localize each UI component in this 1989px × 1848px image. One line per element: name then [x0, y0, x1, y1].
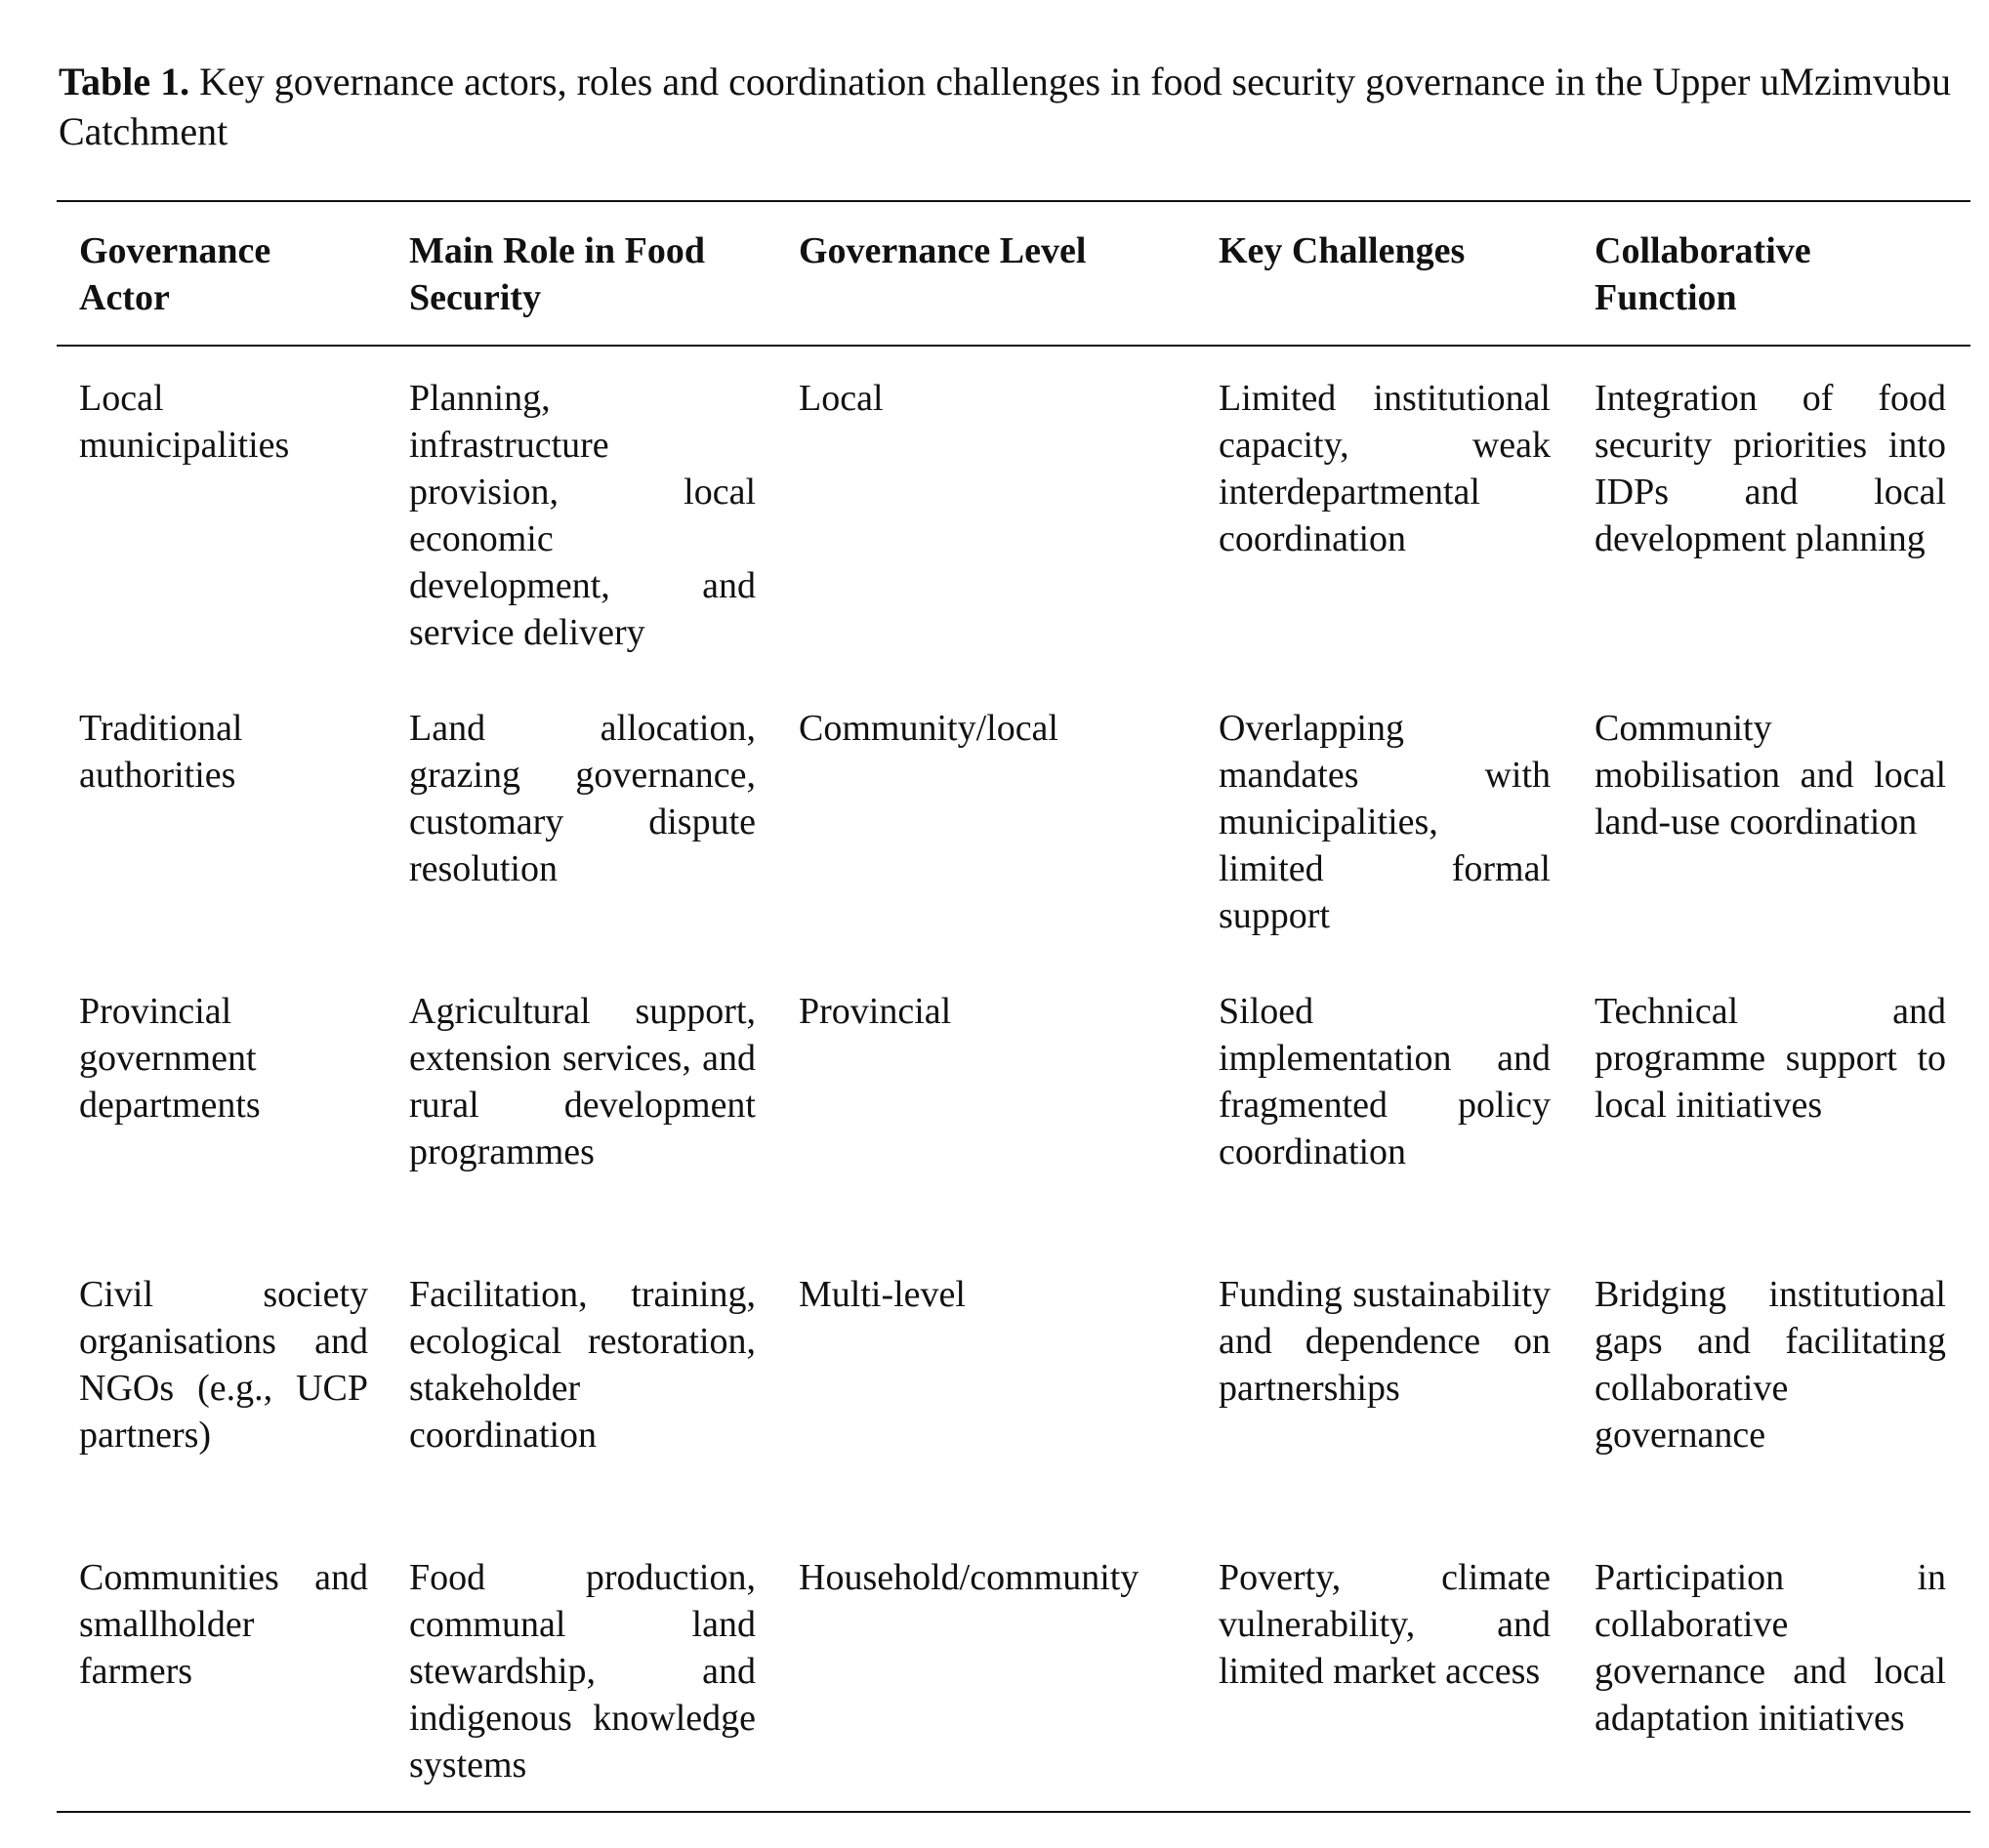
row-5-challenges: Poverty, climate vulnerability, and limited market access — [1219, 1557, 1551, 1692]
row-2-level: Community/local — [799, 708, 1058, 749]
row-1-actor: Local municipalities — [79, 378, 290, 466]
row-4-level: Multi-level — [799, 1274, 966, 1315]
row-5-actor: Communities and smallholder farmers — [79, 1557, 368, 1692]
row-2-actor: Traditional authorities — [79, 708, 243, 796]
row-1-function: Integration of food security priorities into IDPs and local development planning — [1595, 378, 1946, 559]
row-3-function: Technical and programme support to local initiatives — [1595, 991, 1946, 1126]
header-collaborative-function: Collaborative Function — [1595, 230, 1811, 318]
row-3-role: Agricultural support, extension services, and rural development programmes — [409, 991, 756, 1172]
row-3-actor: Provincial government departments — [79, 991, 261, 1126]
table-caption-label: Table 1. — [59, 60, 190, 103]
row-1-level: Local — [799, 378, 884, 419]
row-4-role: Facilitation, training, ecological restoration, stakeholder coordination — [409, 1274, 756, 1456]
row-2-role: Land allocation, grazing governance, customary dispute resolution — [409, 708, 756, 889]
table-header-rule — [57, 345, 1970, 347]
row-5-level: Household/community — [799, 1557, 1140, 1598]
header-key-challenges: Key Challenges — [1219, 230, 1466, 271]
row-3-challenges: Siloed implementation and fragmented policy coordination — [1219, 991, 1551, 1172]
table-caption-text: Key governance actors, roles and coordination challenges in food security governance in the Upper uMzimvubu Catchment — [59, 60, 1951, 153]
row-1-challenges: Limited institutional capacity, weak interdepartmental coordination — [1219, 378, 1551, 559]
row-3-level: Provincial — [799, 991, 952, 1032]
header-governance-level: Governance Level — [799, 230, 1087, 271]
row-2-challenges: Overlapping mandates with municipalities, limited formal support — [1219, 708, 1551, 936]
row-2-function: Community mobilisation and local land-use coordination — [1595, 708, 1946, 842]
header-main-role: Main Role in Food Security — [409, 230, 705, 318]
row-4-actor: Civil society organisations and NGOs (e.g., UCP partners) — [79, 1274, 368, 1456]
row-5-function: Participation in collaborative governance and local adaptation initiatives — [1595, 1557, 1946, 1739]
row-4-function: Bridging institutional gaps and facilitating collaborative governance — [1595, 1274, 1946, 1456]
table-caption — [59, 57, 1972, 156]
row-5-role: Food production, communal land stewardship, and indigenous knowledge systems — [409, 1557, 756, 1786]
header-governance-actor: Governance Actor — [79, 230, 271, 318]
row-4-challenges: Funding sustainability and dependence on partnerships — [1219, 1274, 1551, 1409]
row-1-role: Planning, infrastructure provision, local economic development, and service delivery — [409, 378, 756, 653]
table-bottom-rule — [57, 1811, 1970, 1813]
table-top-rule — [57, 200, 1970, 202]
